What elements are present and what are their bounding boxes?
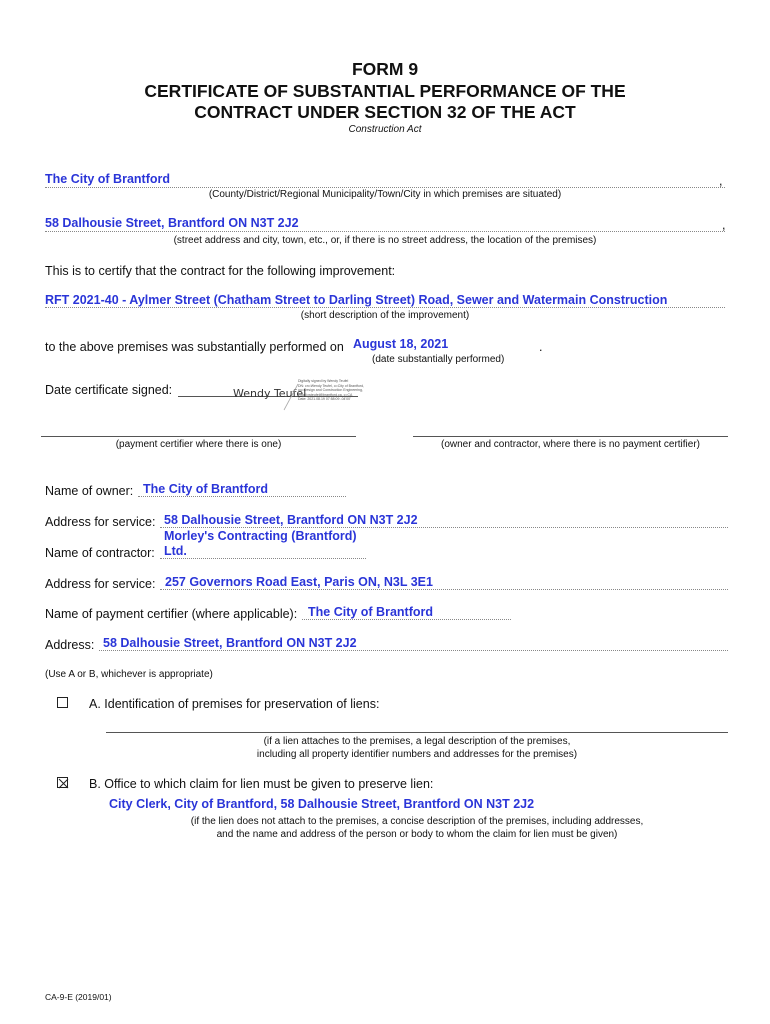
premises-caption: (street address and city, town, etc., or, if there is no street address, the location of the premises) [173, 235, 597, 246]
option-b-field[interactable]: City Clerk, City of Brantford, 58 Dalhousie Street, Brantford ON N3T 2J2 [109, 797, 535, 811]
contractor-label: Name of contractor: [45, 546, 155, 560]
certifier-label: Name of payment certifier (where applicable): [45, 607, 298, 621]
performed-label: to the above premises was substantially performed on [45, 340, 344, 354]
performed-suffix: . [539, 340, 543, 354]
form-number: FORM 9 [351, 59, 419, 79]
municipality-field[interactable]: The City of Brantford [45, 172, 170, 186]
act-name: Construction Act [348, 124, 422, 135]
improvement-caption: (short description of the improvement) [300, 310, 470, 321]
owner-contractor-signature-line[interactable] [413, 436, 728, 437]
contractor-underline [160, 558, 366, 559]
form-code-footer: CA-9-E (2019/01) [45, 992, 112, 1002]
use-note: (Use A or B, whichever is appropriate) [45, 669, 213, 680]
option-a-caption-line2: including all property identifier numbers and addresses for the premises) [256, 749, 578, 760]
municipality-suffix: , [719, 174, 723, 188]
owner-field[interactable]: The City of Brantford [143, 482, 268, 496]
date-signed-label: Date certificate signed: [45, 383, 173, 397]
certifier-address-label: Address: [45, 638, 95, 652]
owner-underline [138, 496, 346, 497]
owner-address-underline [160, 527, 728, 528]
owner-contractor-caption: (owner and contractor, where there is no payment certifier) [440, 439, 700, 450]
form-title-line2: CONTRACT UNDER SECTION 32 OF THE ACT [194, 102, 576, 122]
municipality-caption: (County/District/Regional Municipality/Town/City in which premises are situated) [208, 189, 562, 200]
owner-address-field[interactable]: 58 Dalhousie Street, Brantford ON N3T 2J2 [164, 513, 418, 527]
improvement-field[interactable]: RFT 2021-40 - Aylmer Street (Chatham Street to Darling Street) Road, Sewer and Watermain Construction [45, 293, 668, 307]
premises-field[interactable]: 58 Dalhousie Street, Brantford ON N3T 2J2 [45, 216, 299, 230]
option-b-caption-line1: (if the lien does not attach to the premises, a concise description of the premises, including addresses, [190, 816, 644, 827]
option-a-field-line[interactable] [106, 732, 728, 733]
certify-text: This is to certify that the contract for the following improvement: [45, 264, 396, 278]
premises-suffix: , [722, 218, 726, 232]
payment-certifier-caption: (payment certifier where there is one) [115, 439, 282, 450]
digital-signature-details: Digitally signed by Wendy Teufel DN: cn=Wendy Teufel, o=City of Brantford, ou=Design and Construction Engineering, email=wteufel@brantford.ca, c=CA Date: 2021.08.19 07:58:09 -04'00' [298, 379, 365, 401]
owner-address-label: Address for service: [45, 515, 156, 529]
performed-caption: (date substantially performed) [372, 354, 505, 365]
municipality-underline [45, 187, 725, 188]
form-title-line1: CERTIFICATE OF SUBSTANTIAL PERFORMANCE OF THE [144, 81, 626, 101]
improvement-underline [45, 307, 725, 308]
certifier-underline [302, 619, 511, 620]
certifier-address-field[interactable]: 58 Dalhousie Street, Brantford ON N3T 2J2 [103, 636, 357, 650]
option-b-checkbox[interactable] [57, 777, 68, 788]
owner-label: Name of owner: [45, 484, 134, 498]
premises-underline [45, 231, 725, 232]
option-a-checkbox[interactable] [57, 697, 68, 708]
certifier-address-underline [99, 650, 728, 651]
contractor-field-line2[interactable]: Ltd. [164, 544, 187, 558]
option-b-caption-line2: and the name and address of the person or body to whom the claim for lien must be given) [216, 829, 618, 840]
contractor-address-field[interactable]: 257 Governors Road East, Paris ON, N3L 3E1 [165, 575, 433, 589]
option-b-label: B. Office to which claim for lien must be given to preserve lien: [89, 777, 434, 791]
certifier-field[interactable]: The City of Brantford [308, 605, 433, 619]
option-a-label: A. Identification of premises for preservation of liens: [89, 697, 380, 711]
signature: Wendy Teufel [233, 387, 307, 400]
contractor-address-label: Address for service: [45, 577, 156, 591]
payment-certifier-signature-line[interactable] [41, 436, 356, 437]
option-a-caption-line1: (if a lien attaches to the premises, a legal description of the premises, [263, 736, 571, 747]
performed-date-field[interactable]: August 18, 2021 [353, 337, 449, 351]
contractor-address-underline [160, 589, 728, 590]
contractor-field-line1[interactable]: Morley's Contracting (Brantford) [164, 529, 357, 543]
checkmark-x-icon [58, 778, 69, 789]
